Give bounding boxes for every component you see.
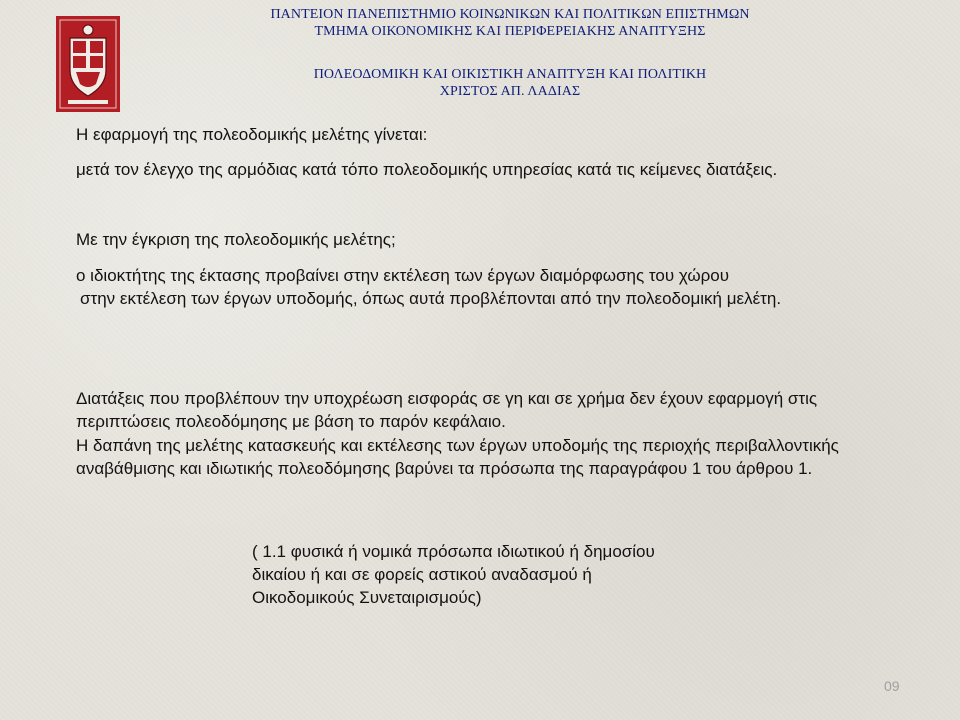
university-crest-icon: [56, 16, 120, 112]
paragraph-provisions: Διατάξεις που προβλέπουν την υποχρέωση εισφοράς σε γη και σε χρήμα δεν έχουν εφαρμογή στις περιπτώσεις πολεοδόμησης με βάση το παρόν κεφάλαιο.: [76, 389, 818, 431]
paragraph-intro: Η εφαρμογή της πολεοδομικής μελέτης γίνεται:: [76, 125, 428, 144]
header-institution: [230, 6, 790, 40]
paragraph-control: μετά τον έλεγχο της αρμόδιας κατά τόπο πολεοδομικής υπηρεσίας κατά τις κείμενες διατάξεις.: [76, 160, 778, 179]
university-name: ΠΑΝΤΕΙΟΝ ΠΑΝΕΠΙΣΤΗΜΙΟ ΚΟΙΝΩΝΙΚΩΝ ΚΑΙ ΠΟΛΙΤΙΚΩΝ ΕΠΙΣΤΗΜΩΝ: [270, 7, 750, 22]
note-persons: ( 1.1 φυσικά ή νομικά πρόσωπα ιδιωτικού ή δημοσίου δικαίου ή και σε φορείς αστικού αναδασμού ή Οικοδομικούς Συνεταιρισμούς): [252, 542, 655, 607]
department-name: ΤΜΗΜΑ ΟΙΚΟΝΟΜΙΚΗΣ ΚΑΙ ΠΕΡΙΦΕΡΕΙΑΚΗΣ ΑΝΑΠΤΥΞΗΣ: [314, 24, 706, 39]
paragraph-owner-obligations: [76, 264, 876, 310]
paragraph-cost: Η δαπάνη της μελέτης κατασκευής και εκτέλεσης των έργων υποδομής της περιοχής περιβαλλοντικής αναβάθμισης και ιδιωτικής πολεοδόμησης βαρύνει τα πρόσωπα της παραγράφου 1 του άρθρου 1.: [76, 436, 839, 478]
owner-obligation-1: ο ιδιοκτήτης της έκτασης προβαίνει στην εκτέλεση των έργων διαμόρφωσης του χώρου: [76, 266, 730, 285]
header-course: [230, 66, 790, 100]
page-number: 09: [884, 678, 900, 694]
author-name: ΧΡΙΣΤΟΣ ΑΠ. ΛΑΔΙΑΣ: [439, 84, 581, 99]
course-title: ΠΟΛΕΟΔΟΜΙΚΗ ΚΑΙ ΟΙΚΙΣΤΙΚΗ ΑΝΑΠΤΥΞΗ ΚΑΙ ΠΟΛΙΤΙΚΗ: [313, 67, 707, 82]
owner-obligation-2: στην εκτέλεση των έργων υποδομής, όπως αυτά προβλέπονται από την πολεοδομική μελέτη.: [80, 289, 782, 308]
paragraph-approval: Με την έγκριση της πολεοδομικής μελέτης;: [76, 230, 396, 249]
